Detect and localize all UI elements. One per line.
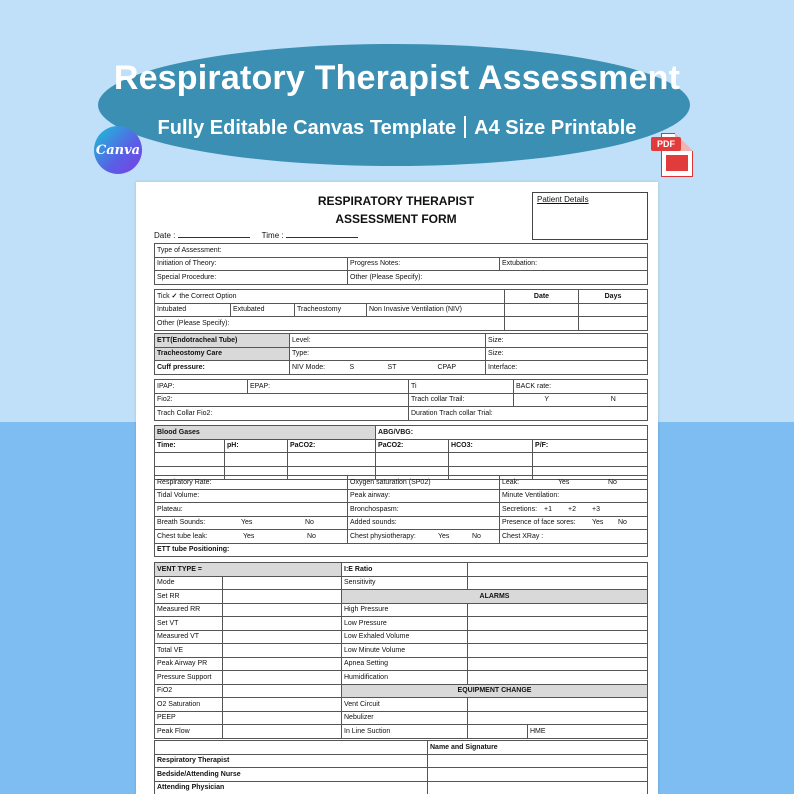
ie-ratio[interactable]: I:E Ratio <box>342 563 468 577</box>
vent-label-peak-flow: Peak Flow <box>155 725 223 739</box>
oxygen-saturation[interactable]: Oxygen saturation (SP02) <box>348 476 500 490</box>
initiation-of-theory[interactable]: Initiation of Theory: <box>155 257 348 271</box>
duration-trach-trial[interactable]: Duration Trach collar Trial: <box>409 407 648 421</box>
vent-right-sensitivity: Sensitivity <box>342 576 468 590</box>
vent-right-value[interactable] <box>468 576 648 590</box>
form-title-line2: ASSESSMENT FORM <box>335 212 457 226</box>
chest-physiotherapy[interactable]: Chest physiotherapy: Yes No <box>348 530 500 544</box>
alarm-low-minute-volume: Low Minute Volume <box>342 644 468 658</box>
vent-value[interactable] <box>223 576 342 590</box>
trach-size[interactable]: Size: <box>486 347 648 361</box>
ventilation-params-table <box>154 379 648 421</box>
chest-xray[interactable]: Chest XRay : <box>500 530 648 544</box>
ie-ratio-value[interactable] <box>468 563 648 577</box>
inline-suction-value[interactable] <box>468 725 528 739</box>
leak[interactable]: Leak: Yes No <box>500 476 648 490</box>
bg-cell[interactable] <box>376 453 449 467</box>
vent-right-value[interactable] <box>468 671 648 685</box>
vent-label-peep: PEEP <box>155 711 223 725</box>
alarm-humidification: Humidification <box>342 671 468 685</box>
bg-header-paco2: PaCO2: <box>288 439 376 453</box>
ett-label: ETT(Endotracheal Tube) <box>155 334 290 348</box>
equip-nebulizer: Nebulizer <box>342 711 468 725</box>
vent-right-value[interactable] <box>468 698 648 712</box>
pdf-label: PDF <box>651 137 681 151</box>
bg-header-pf: P/F: <box>533 439 648 453</box>
days-cell[interactable] <box>579 317 648 331</box>
trail-no[interactable]: N <box>580 393 648 407</box>
days-cell[interactable] <box>579 303 648 317</box>
trach-type[interactable]: Type: <box>290 347 486 361</box>
vent-right-value[interactable] <box>468 630 648 644</box>
date-field[interactable] <box>178 237 250 238</box>
signature-table <box>154 740 648 794</box>
bg-cell[interactable] <box>533 453 648 467</box>
vent-label-o2-saturation: O2 Saturation <box>155 698 223 712</box>
trach-collar-fio2[interactable]: Trach Collar Fio2: <box>155 407 409 421</box>
vent-type[interactable]: VENT TYPE = <box>155 563 342 577</box>
date-cell[interactable] <box>505 317 579 331</box>
canva-logo-icon: Canva <box>94 126 142 174</box>
subtitle-left: Fully Editable Canvas Template <box>157 117 457 139</box>
progress-notes[interactable]: Progress Notes: <box>348 257 500 271</box>
other-specify[interactable]: Other (Please Specify): <box>348 271 648 285</box>
alarms-header: ALARMS <box>342 590 648 604</box>
bg-cell[interactable] <box>155 453 225 467</box>
alarm-low-pressure: Low Pressure <box>342 617 468 631</box>
type-of-assessment[interactable]: Type of Assessment: <box>155 244 648 258</box>
option-intubated[interactable]: Intubated <box>155 303 231 317</box>
vent-value[interactable] <box>223 671 342 685</box>
ett-level[interactable]: Level: <box>290 334 486 348</box>
face-sores[interactable]: Presence of face sores: Yes No <box>500 516 648 530</box>
option-tracheostomy[interactable]: Tracheostomy <box>295 303 367 317</box>
blood-gases-label: Blood Gases <box>155 426 376 440</box>
vent-right-value[interactable] <box>468 657 648 671</box>
vent-value[interactable] <box>223 698 342 712</box>
sig-attending-physician: Attending Physician <box>155 781 428 794</box>
fio2[interactable]: Fio2: <box>155 393 409 407</box>
assessment-type-table <box>154 243 648 285</box>
tick-instruction: Tick ✓ the Correct Option <box>155 290 505 304</box>
bg-header-hco3: HCO3: <box>449 439 533 453</box>
patient-details-box[interactable] <box>532 192 648 240</box>
plateau[interactable]: Plateau: <box>155 503 348 517</box>
subtitle-right: A4 Size Printable <box>474 117 637 139</box>
sig-blank-header <box>155 741 428 755</box>
extubation[interactable]: Extubation: <box>500 257 648 271</box>
name-signature-header: Name and Signature <box>428 741 648 755</box>
back-rate[interactable]: BACK rate: <box>514 380 648 394</box>
time-label: Time : <box>261 231 284 240</box>
date-label: Date : <box>154 231 176 240</box>
vent-right-value[interactable] <box>468 617 648 631</box>
trail-yes[interactable]: Y <box>514 393 580 407</box>
vent-label-measured-rr: Measured RR <box>155 603 223 617</box>
date-header: Date <box>505 290 579 304</box>
form-paper <box>136 182 658 794</box>
peak-airway[interactable]: Peak airway: <box>348 489 500 503</box>
vent-right-value[interactable] <box>468 644 648 658</box>
vent-label-mode: Mode <box>155 576 223 590</box>
sig-respiratory-therapist: Respiratory Therapist <box>155 754 428 768</box>
breath-sounds[interactable]: Breath Sounds: Yes No <box>155 516 348 530</box>
vent-value[interactable] <box>223 630 342 644</box>
option-extubated[interactable]: Extubated <box>231 303 295 317</box>
alarm-apnea-setting: Apnea Setting <box>342 657 468 671</box>
bronchospasm[interactable]: Bronchospasm: <box>348 503 500 517</box>
alarm-low-exhaled-volume: Low Exhaled Volume <box>342 630 468 644</box>
niv-mode-cpap[interactable]: CPAP <box>436 361 486 375</box>
equip-hme[interactable]: HME <box>528 725 648 739</box>
blood-gases-table <box>154 425 648 480</box>
form-title <box>281 192 511 228</box>
niv-mode-s[interactable]: S <box>348 361 386 375</box>
airway-table <box>154 333 648 375</box>
vent-right-value[interactable] <box>468 711 648 725</box>
vent-label-total-ve: Total VE <box>155 644 223 658</box>
subtitle-divider <box>464 116 466 138</box>
special-procedure[interactable]: Special Procedure: <box>155 271 348 285</box>
sig-bedside-nurse: Bedside/Attending Nurse <box>155 768 428 782</box>
vent-value[interactable] <box>223 711 342 725</box>
alarm-high-pressure: High Pressure <box>342 603 468 617</box>
vent-label-measured-vt: Measured VT <box>155 630 223 644</box>
date-time-row <box>154 231 368 240</box>
ett-positioning[interactable]: ETT tube Positioning: <box>155 543 648 557</box>
banner-title: Respiratory Therapist Assessment <box>113 59 681 97</box>
respiratory-rate[interactable]: Respiratory Rate: <box>155 476 348 490</box>
vent-label-pressure-support: Pressure Support <box>155 671 223 685</box>
trach-collar-trail[interactable]: Trach collar Trail: <box>409 393 514 407</box>
form-title-line1: RESPIRATORY THERAPIST <box>317 194 475 208</box>
signature-field[interactable] <box>428 754 648 768</box>
vent-value[interactable] <box>223 725 342 739</box>
ett-size[interactable]: Size: <box>486 334 648 348</box>
vent-value[interactable] <box>223 617 342 631</box>
bg-cell[interactable] <box>449 453 533 467</box>
ipap[interactable]: IPAP: <box>155 380 248 394</box>
clinical-findings-table <box>154 475 648 557</box>
vent-label-set-vt: Set VT <box>155 617 223 631</box>
bg-header-ph: pH: <box>225 439 288 453</box>
days-header: Days <box>579 290 648 304</box>
vent-value[interactable] <box>223 603 342 617</box>
vent-right-value[interactable] <box>468 603 648 617</box>
trach-care-label: Tracheostomy Care <box>155 347 290 361</box>
signature-field[interactable] <box>428 768 648 782</box>
bg-cell[interactable] <box>288 453 376 467</box>
vent-value[interactable] <box>223 644 342 658</box>
equipment-change-header: EQUIPMENT CHANGE <box>342 684 648 698</box>
signature-field[interactable] <box>428 781 648 794</box>
option-other[interactable]: Other (Please Specify): <box>155 317 505 331</box>
ti[interactable]: Ti <box>409 380 514 394</box>
minute-ventilation[interactable]: Minute Ventilation: <box>500 489 648 503</box>
bg-cell[interactable] <box>225 453 288 467</box>
equip-vent-circuit: Vent Circuit <box>342 698 468 712</box>
ventilator-table <box>154 562 648 739</box>
option-niv[interactable]: Non Invasive Ventilation (NIV) <box>367 303 505 317</box>
bg-header-time: Time: <box>155 439 225 453</box>
date-cell[interactable] <box>505 303 579 317</box>
abg-vbg[interactable]: ABG/VBG: <box>376 426 648 440</box>
added-sounds[interactable]: Added sounds: <box>348 516 500 530</box>
epap[interactable]: EPAP: <box>248 380 409 394</box>
niv-mode-label: NIV Mode: <box>290 361 348 375</box>
intubation-status-table <box>154 289 648 331</box>
secretions[interactable]: Secretions: +1 +2 +3 <box>500 503 648 517</box>
pdf-file-icon <box>651 133 693 177</box>
niv-mode-st[interactable]: ST <box>386 361 436 375</box>
interface[interactable]: Interface: <box>486 361 648 375</box>
vent-value[interactable] <box>223 657 342 671</box>
tick-icon: ✓ <box>171 293 178 301</box>
time-field[interactable] <box>286 237 358 238</box>
tidal-volume[interactable]: Tidal Volume: <box>155 489 348 503</box>
cuff-pressure[interactable]: Cuff pressure: <box>155 361 290 375</box>
patient-details-label: Patient Details <box>537 195 589 204</box>
vent-label-set-rr: Set RR <box>155 590 223 604</box>
chest-tube-leak[interactable]: Chest tube leak: Yes No <box>155 530 348 544</box>
bg-header-paco2-2: PaCO2: <box>376 439 449 453</box>
equip-inline-suction: In Line Suction <box>342 725 468 739</box>
vent-value[interactable] <box>223 684 342 698</box>
vent-label-fio2: FiO2 <box>155 684 223 698</box>
vent-label-peak-airway-pr: Peak Airway PR <box>155 657 223 671</box>
vent-value[interactable] <box>223 590 342 604</box>
